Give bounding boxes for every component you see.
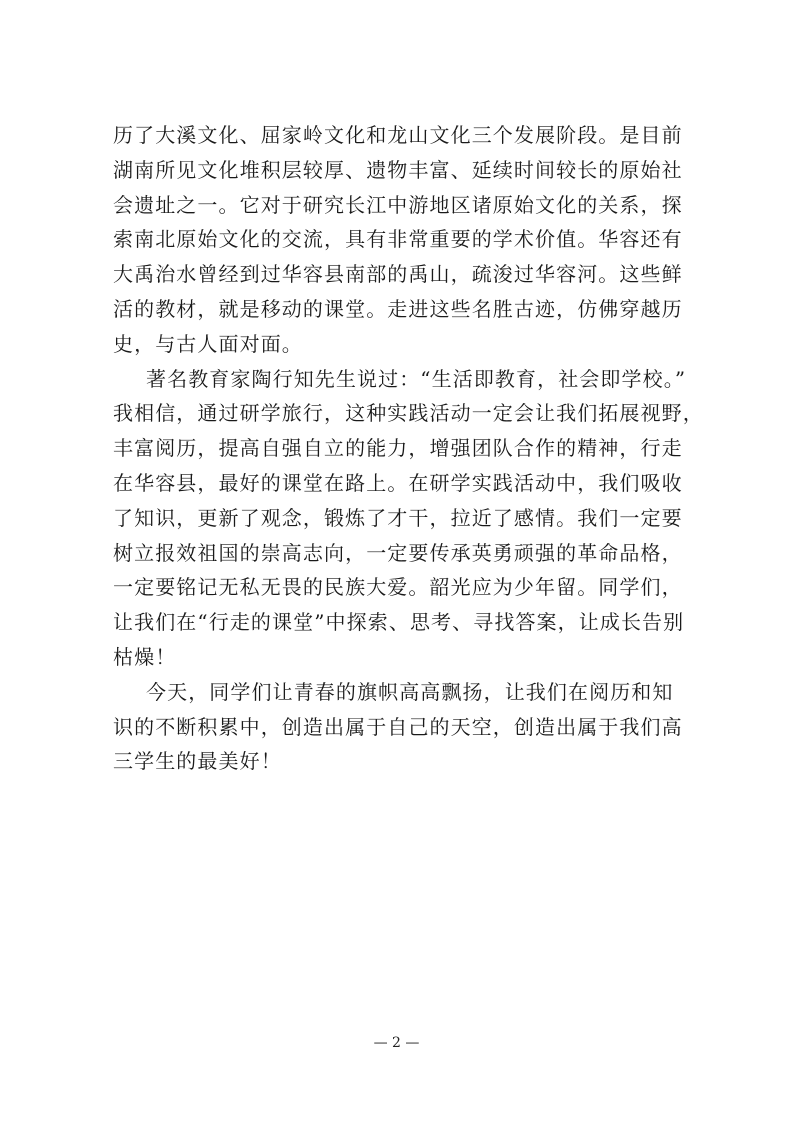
paragraph-2-line-8: 让我们在“行走的课堂”中探索、思考、寻找答案，让成长告别 — [113, 610, 685, 635]
paragraph-1-line-7: 史，与古人面对面。 — [113, 331, 303, 356]
paragraph-1-line-5: 大禹治水曾经到过华容县南部的禹山，疏浚过华容河。这些鲜 — [113, 262, 683, 287]
paragraph-2-line-5: 了知识，更新了观念，锻炼了才干，拉近了感情。我们一定要 — [113, 505, 683, 530]
paragraph-2-line-7: 一定要铭记无私无畏的民族大爱。韶光应为少年留。同学们， — [113, 575, 683, 600]
paragraph-2-line-9: 枯燥！ — [113, 644, 177, 669]
paragraph-1-line-3: 会遗址之一。它对于研究长江中游地区诸原始文化的关系，探 — [113, 192, 683, 217]
paragraph-1-line-2: 湖南所见文化堆积层较厚、遗物丰富、延续时间较长的原始社 — [113, 157, 683, 182]
paragraph-3-line-2: 识的不断积累中，创造出属于自己的天空，创造出属于我们高 — [113, 714, 683, 739]
page-number: — 2 — — [373, 1035, 420, 1051]
paragraph-3-line-1: 今天，同学们让青春的旗帜高高飘扬，让我们在阅历和知 — [146, 679, 674, 704]
paragraph-2-line-1: 著名教育家陶行知先生说过：“生活即教育，社会即学校。” — [146, 366, 687, 391]
paragraph-2-line-2: 我相信，通过研学旅行，这种实践活动一定会让我们拓展视野， — [113, 401, 704, 426]
paragraph-1-line-1: 历了大溪文化、屈家岭文化和龙山文化三个发展阶段。是目前 — [113, 123, 683, 147]
body-text — [113, 118, 704, 779]
paragraph-1-line-6: 活的教材，就是移动的课堂。走进这些名胜古迹，仿佛穿越历 — [113, 296, 683, 321]
paragraph-2-line-6: 树立报效祖国的崇高志向，一定要传承英勇顽强的革命品格， — [113, 540, 683, 565]
paragraph-2-line-3: 丰富阅历，提高自强自立的能力，增强团队合作的精神，行走 — [113, 436, 683, 461]
paragraph-3-line-3: 三学生的最美好！ — [113, 749, 282, 774]
paragraph-2-line-4: 在华容县，最好的课堂在路上。在研学实践活动中，我们吸收 — [113, 470, 683, 495]
paragraph-1-line-4: 索南北原始文化的交流，具有非常重要的学术价值。华容还有 — [113, 227, 683, 252]
